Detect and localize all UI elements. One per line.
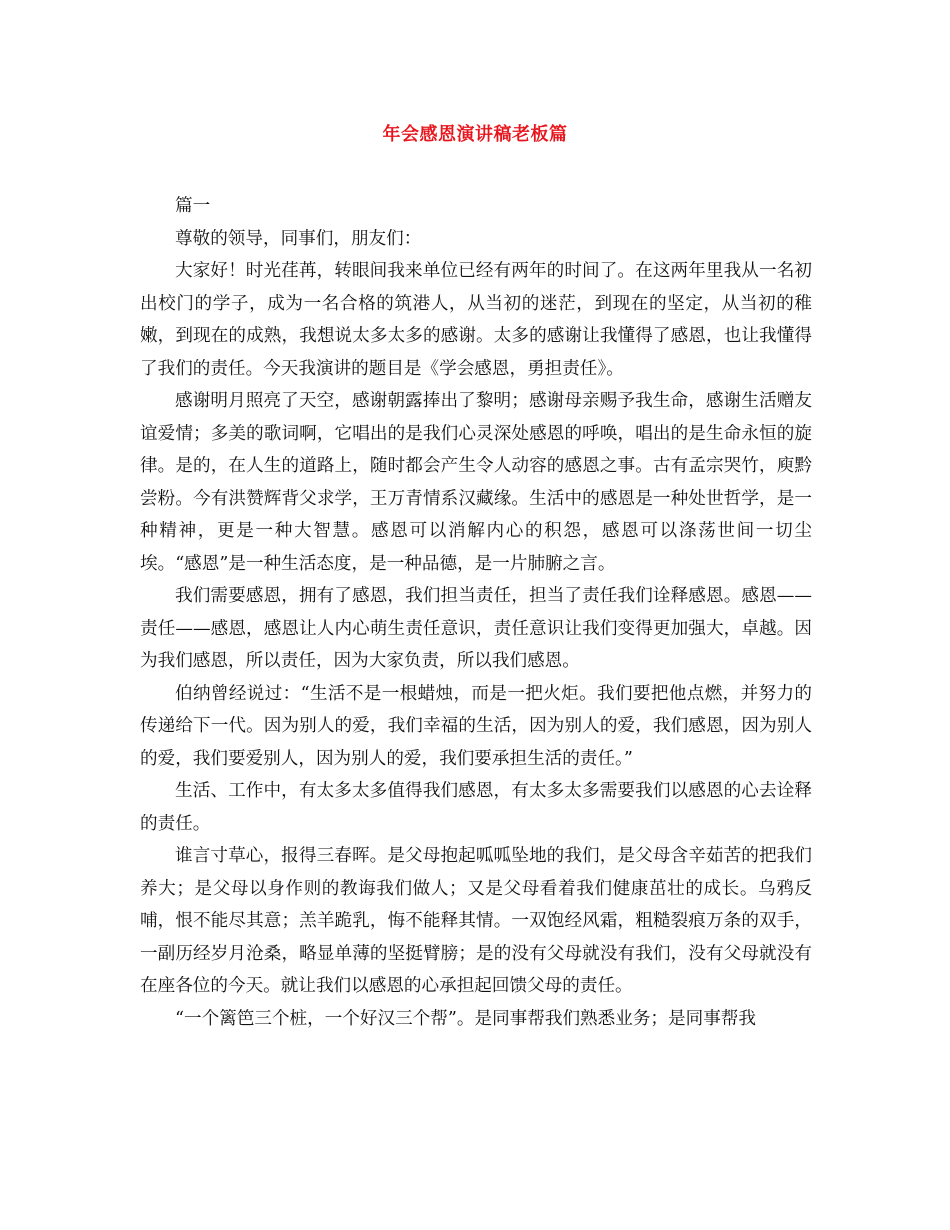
paragraph: 我们需要感恩，拥有了感恩，我们担当责任，担当了责任我们诠释感恩。感恩——责任——感恩，感恩让人内心萌生责任意识，责任意识让我们变得更加强大，卓越。因为我们感恩，所以责任，因为大家负责，所以我们感恩。 (140, 586, 812, 671)
paragraph: “一个篱笆三个桩，一个好汉三个帮”。是同事帮我们熟悉业务；是同事帮我 (175, 1008, 756, 1029)
paragraph: 伯纳曾经说过：“生活不是一根蜡烛，而是一把火炬。我们要把他点燃，并努力的传递给下一代。因为别人的爱，我们幸福的生活，因为别人的爱，我们感恩，因为别人的爱，我们要爱别人，因为别人的爱，我们要承担生活的责任。” (140, 683, 812, 769)
salutation: 尊敬的领导，同事们，朋友们： (175, 228, 422, 249)
paragraph: 大家好！时光荏苒，转眼间我来单位已经有两年的时间了。在这两年里我从一名初出校门的学子，成为一名合格的筑港人，从当初的迷茫，到现在的坚定，从当初的稚嫩，到现在的成熟，我想说太多太多的感谢。太多的感谢让我懂得了感恩，也让我懂得了我们的责任。今天我演讲的题目是《学会感恩，勇担责任》。 (140, 261, 812, 379)
paragraph: 生活、工作中，有太多太多值得我们感恩，有太多太多需要我们以感恩的心去诠释的责任。 (140, 781, 812, 834)
paragraph: 谁言寸草心，报得三春晖。是父母抱起呱呱坠地的我们，是父母含辛茹苦的把我们养大；是父母以身作则的教诲我们做人；又是父母看着我们健康茁壮的成长。乌鸦反哺，恨不能尽其意；羔羊跪乳，悔不能释其情。一双饱经风霜，粗糙裂痕万条的双手，一副历经岁月沧桑，略显单薄的坚挺臂膀；是的没有父母就没有我们，没有父母就没有在座各位的今天。就让我们以感恩的心承担起回馈父母的责任。 (140, 846, 812, 996)
paragraph: 感谢明月照亮了天空，感谢朝露捧出了黎明；感谢母亲赐予我生命，感谢生活赠友谊爱情；多美的歌词啊，它唱出的是我们心灵深处感恩的呼唤，唱出的是生命永恒的旋律。是的，在人生的道路上，随时都会产生令人动容的感恩之事。古有孟宗哭竹，庾黔尝粉。今有洪赞辉背父求学，王万青情系汉藏缘。生活中的感恩是一种处世哲学，是一种精神，更是一种大智慧。感恩可以消解内心的积怨，感恩可以涤荡世间一切尘埃。“感恩”是一种生活态度，是一种品德，是一片肺腑之言。 (140, 391, 812, 574)
document-body (140, 190, 812, 1035)
page-title: 年会感恩演讲稿老板篇 (382, 124, 568, 145)
section-heading: 篇一 (175, 196, 211, 216)
